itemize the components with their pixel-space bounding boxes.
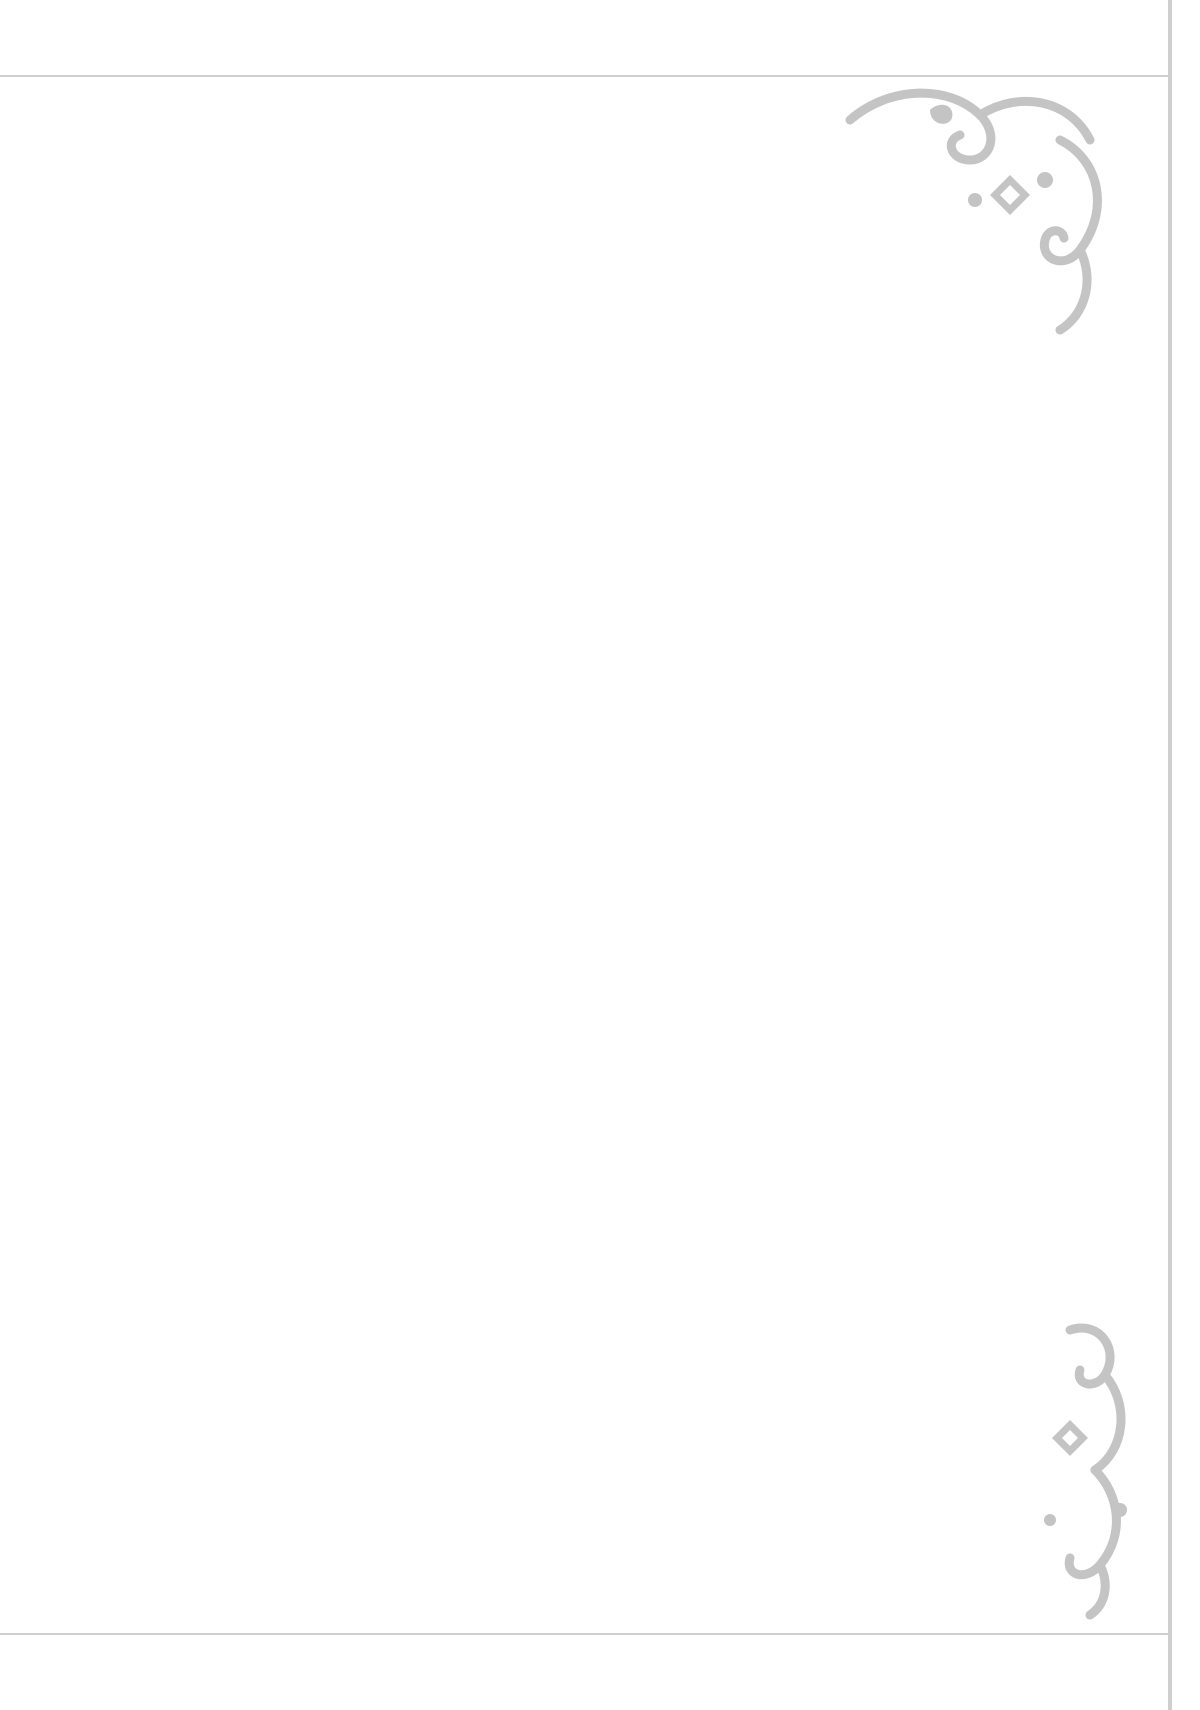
top-border — [0, 0, 1170, 90]
chapter-footer — [770, 1565, 798, 1625]
side-flourish-icon — [1010, 1320, 1160, 1620]
corner-flourish-icon — [830, 80, 1130, 340]
bottom-border — [0, 1620, 1170, 1710]
right-border — [1168, 0, 1200, 1710]
